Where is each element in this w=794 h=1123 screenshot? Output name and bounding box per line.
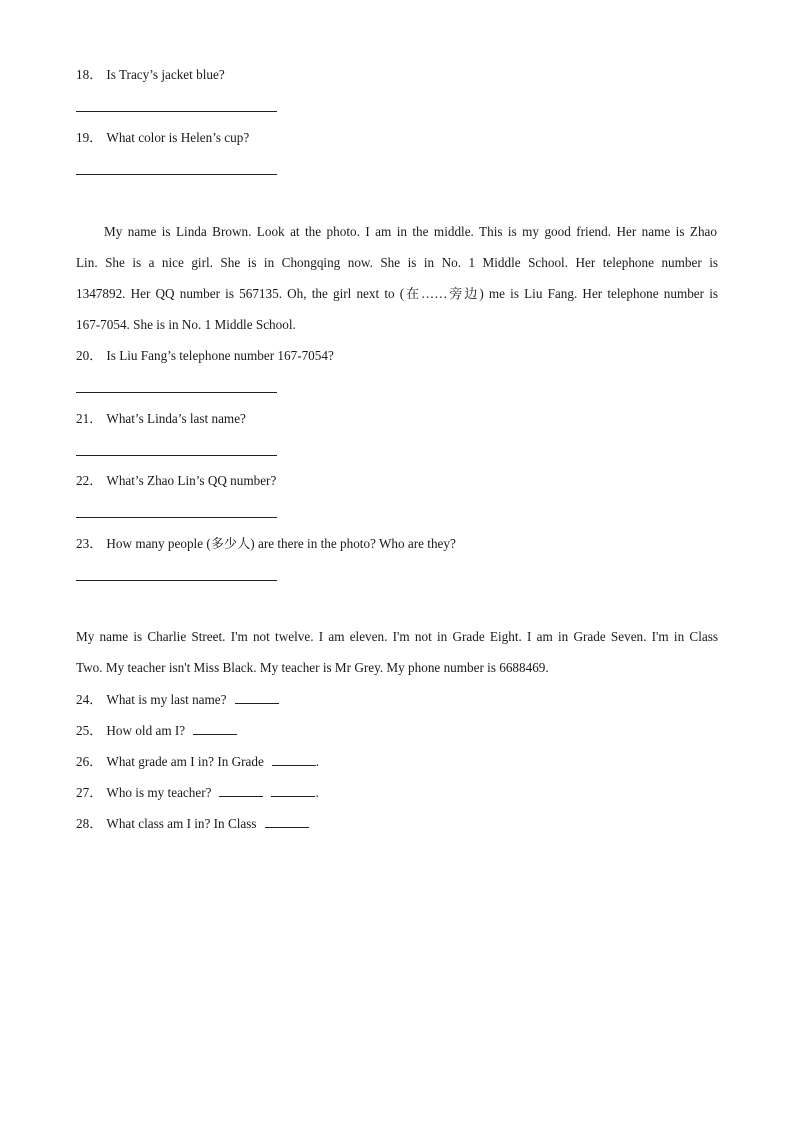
answer-line-23[interactable] [76, 580, 277, 581]
answer-blank[interactable] [265, 815, 309, 828]
question-number: 21． [76, 411, 103, 426]
question-text: How many people (多少人) are there in the photo? Who are they? [106, 536, 456, 551]
question-23 [76, 535, 456, 553]
question-21 [76, 410, 246, 428]
question-suffix: . [315, 785, 319, 800]
passage-line: My name is Charlie Street. I'm not twelve. I am eleven. I'm not in Grade Eight. I am in Grade Seven. I'm in Class [76, 629, 718, 644]
question-22 [76, 472, 276, 490]
question-text: Who is my teacher? [106, 785, 212, 800]
question-24 [76, 691, 279, 709]
answer-blank[interactable] [271, 784, 315, 797]
question-28 [76, 815, 309, 833]
question-number: 20． [76, 348, 103, 363]
passage-line: 167-7054. She is in No. 1 Middle School. [76, 317, 296, 332]
question-number: 28． [76, 816, 103, 831]
answer-blank[interactable] [235, 691, 279, 704]
answer-blank[interactable] [272, 753, 316, 766]
passage-line: 1347892. Her QQ number is 567135. Oh, the girl next to (在……旁边) me is Liu Fang. Her telephone number is [76, 286, 718, 301]
answer-line-21[interactable] [76, 455, 277, 456]
passage-line: Two. My teacher isn't Miss Black. My teacher is Mr Grey. My phone number is 6688469. [76, 660, 549, 675]
question-suffix: . [315, 754, 320, 769]
question-number: 22． [76, 473, 103, 488]
question-text: What grade am I in? In Grade [106, 754, 264, 769]
answer-line-18[interactable] [76, 111, 277, 112]
question-text: What color is Helen’s cup? [106, 130, 250, 145]
question-text: What’s Linda’s last name? [106, 411, 246, 426]
question-number: 25． [76, 723, 103, 738]
question-19 [76, 129, 249, 147]
answer-blank[interactable] [193, 722, 237, 735]
passage-line: Lin. She is a nice girl. She is in Chongqing now. She is in No. 1 Middle School. Her telephone number is [76, 255, 718, 270]
question-text: Is Liu Fang’s telephone number 167-7054? [106, 348, 334, 363]
question-number: 24． [76, 692, 103, 707]
answer-line-22[interactable] [76, 517, 277, 518]
question-number: 23． [76, 536, 103, 551]
question-26 [76, 753, 319, 771]
question-text: What is my last name? [106, 692, 227, 707]
question-text: How old am I? [106, 723, 186, 738]
question-text: What class am I in? In Class [106, 816, 257, 831]
question-18 [76, 66, 225, 84]
question-number: 18． [76, 67, 103, 82]
question-25 [76, 722, 237, 740]
question-text: What’s Zhao Lin’s QQ number? [106, 473, 277, 488]
question-number: 27． [76, 785, 103, 800]
answer-line-20[interactable] [76, 392, 277, 393]
question-text: Is Tracy’s jacket blue? [106, 67, 225, 82]
answer-blank[interactable] [219, 784, 263, 797]
answer-line-19[interactable] [76, 174, 277, 175]
passage-line: My name is Linda Brown. Look at the photo. I am in the middle. This is my good friend. Her name is Zhao [104, 224, 717, 239]
question-number: 26． [76, 754, 103, 769]
question-20 [76, 347, 334, 365]
question-number: 19． [76, 130, 103, 145]
question-27 [76, 784, 319, 802]
